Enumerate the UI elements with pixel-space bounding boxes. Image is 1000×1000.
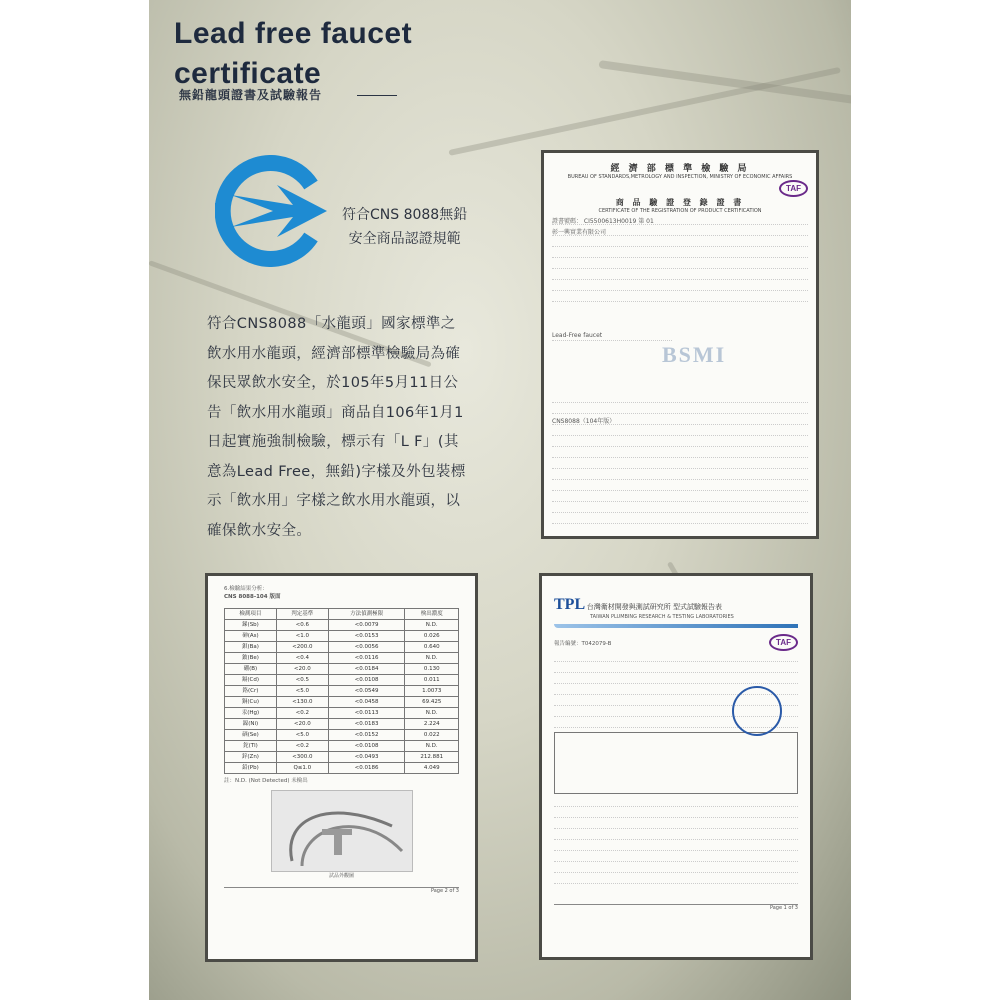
page-number: Page 2 of 3	[224, 887, 459, 894]
table-cell: N.D.	[405, 653, 459, 664]
taf-logo: TAF	[779, 180, 808, 197]
tpl-logo: TPL	[554, 596, 586, 613]
table-cell: 0.022	[405, 730, 459, 741]
table-cell: 鋅(Zn)	[225, 752, 277, 763]
table-row	[225, 675, 459, 686]
description-line: 示「飲水用」字樣之飲水用水龍頭，以	[207, 493, 461, 509]
table-cell: 4.049	[405, 763, 459, 774]
table-cell: <5.0	[276, 730, 328, 741]
table-cell: 銻(Sb)	[225, 620, 277, 631]
table-cell: <0.0184	[328, 664, 405, 675]
report-note: 註：N.D. (Not Detected) 未檢出	[224, 778, 308, 784]
table-cell: <20.0	[276, 719, 328, 730]
table-cell: 汞(Hg)	[225, 708, 277, 719]
lab-stamp	[732, 686, 782, 736]
table-row	[225, 752, 459, 763]
description-line: 意為Lead Free，無鉛)字樣及外包裝標	[207, 463, 466, 480]
table-cell: 検出濃度	[405, 609, 459, 620]
background-panel	[149, 0, 851, 1000]
table-cell: 鋇(Ba)	[225, 642, 277, 653]
table-row	[225, 708, 459, 719]
table-cell: <5.0	[276, 686, 328, 697]
table-row	[225, 697, 459, 708]
table-cell: <0.4	[276, 653, 328, 664]
table-cell: <0.0116	[328, 653, 405, 664]
table-header	[225, 609, 459, 620]
branch	[598, 60, 851, 104]
table-row	[225, 620, 459, 631]
table-cell: <0.0152	[328, 730, 405, 741]
header-bar	[554, 624, 798, 628]
logo-caption-line: 符合CNS 8088無鉛	[342, 207, 468, 223]
table-cell: <0.0493	[328, 752, 405, 763]
branch	[448, 67, 841, 156]
results-table	[224, 608, 459, 774]
table-cell: 鎘(Cd)	[225, 675, 277, 686]
description-line: 日起實施強制檢驗，標示有「L F」(其	[207, 434, 459, 450]
table-cell: <0.0458	[328, 697, 405, 708]
cert-company: 彰一興實業有限公司	[552, 227, 808, 236]
table-cell: 鉛(Pb)	[225, 763, 277, 774]
table-cell: <0.0056	[328, 642, 405, 653]
table-cell: <20.0	[276, 664, 328, 675]
table-cell: <0.2	[276, 708, 328, 719]
table-cell: N.D.	[405, 620, 459, 631]
description-line: 保民眾飲水安全，於105年5月11日公	[207, 375, 459, 391]
table-row	[225, 741, 459, 752]
table-row	[225, 631, 459, 642]
table-cell: 0.026	[405, 631, 459, 642]
test-result-report	[205, 573, 478, 962]
table-cell: 硼(B)	[225, 664, 277, 675]
cert-standard: CNS8088（104年版）	[552, 416, 808, 425]
faucet-hose-image	[272, 791, 412, 871]
table-row	[225, 719, 459, 730]
table-cell: 方法偵測極限	[328, 609, 405, 620]
table-cell: 0.640	[405, 642, 459, 653]
table-cell: <0.0549	[328, 686, 405, 697]
logo-caption-line: 安全商品認證規範	[348, 231, 461, 247]
table-row	[225, 686, 459, 697]
table-cell: 鎳(Ni)	[225, 719, 277, 730]
table-cell: <1.0	[276, 631, 328, 642]
table-cell: 212.881	[405, 752, 459, 763]
table-row	[225, 642, 459, 653]
table-cell: 硒(Se)	[225, 730, 277, 741]
table-cell: 鉈(Tl)	[225, 741, 277, 752]
table-cell: 銅(Cu)	[225, 697, 277, 708]
table-cell: <130.0	[276, 697, 328, 708]
table-row	[225, 763, 459, 774]
model-table	[554, 732, 798, 794]
cert-agency-en: BUREAU OF STANDARDS,METROLOGY AND INSPECTION, MINISTRY OF ECONOMIC AFFAIRS	[567, 174, 793, 180]
photo-caption: 試品外觀圖	[328, 873, 354, 879]
table-cell: <200.0	[276, 642, 328, 653]
table-cell: 0.011	[405, 675, 459, 686]
table-cell: 判定基準	[276, 609, 328, 620]
table-row	[225, 730, 459, 741]
report-heading: 6.檢驗結果分析：	[224, 586, 268, 592]
table-cell: N.D.	[405, 708, 459, 719]
report-number: 報告編號：T042079-B	[554, 640, 612, 647]
table-cell: <0.0108	[328, 675, 405, 686]
table-cell: 1.0073	[405, 686, 459, 697]
table-cell: <0.0108	[328, 741, 405, 752]
cert-agency: 經 濟 部 標 準 檢 驗 局	[610, 164, 750, 174]
description-line: 飲水用水龍頭，經濟部標準檢驗局為確	[207, 345, 461, 362]
table-cell: Q≤1.0	[276, 763, 328, 774]
taf-logo: TAF	[769, 634, 798, 651]
subtitle: 無鉛龍頭證書及試驗報告	[179, 88, 323, 102]
cert-title: 商 品 驗 證 登 錄 證 書	[615, 198, 745, 207]
cns-certification-logo-icon	[215, 155, 327, 267]
title-line-1: Lead free faucet	[174, 17, 413, 50]
table-cell: 2.224	[405, 719, 459, 730]
report-org-en: TAIWAN PLUMBING RESEARCH & TESTING LABORATORIES	[590, 614, 734, 620]
tpl-test-report	[539, 573, 813, 960]
bsmi-certificate	[541, 150, 819, 539]
table-cell: 檢測項目	[225, 609, 277, 620]
table-cell: <0.2	[276, 741, 328, 752]
cert-number: 證書號碼： CI5500613H0019 第 01	[552, 216, 808, 225]
report-org: 台灣衛材開發與測試研究所 型式試驗報告表	[586, 603, 722, 611]
description-line: 告「飲水用水龍頭」商品自106年1月1	[207, 404, 464, 421]
table-cell: <0.0183	[328, 719, 405, 730]
description-line: 確保飲水安全。	[207, 522, 312, 539]
table-cell: <300.0	[276, 752, 328, 763]
description-text	[207, 310, 477, 546]
table-cell: 0.130	[405, 664, 459, 675]
table-row	[225, 653, 459, 664]
table-cell: <0.0186	[328, 763, 405, 774]
table-cell: <0.0113	[328, 708, 405, 719]
page-title	[174, 14, 412, 94]
logo-caption	[342, 203, 467, 251]
divider	[357, 95, 397, 96]
table-cell: 砷(As)	[225, 631, 277, 642]
description-line: 符合CNS8088「水龍頭」國家標準之	[207, 316, 456, 332]
table-cell: 69.425	[405, 697, 459, 708]
bsmi-watermark: BSMI	[662, 342, 727, 367]
title-line-2: certificate	[174, 57, 322, 90]
faucet-photo	[271, 790, 413, 872]
table-cell: 鉻(Cr)	[225, 686, 277, 697]
report-standard: CNS 8088-104 版面	[224, 594, 281, 600]
table-cell: <0.6	[276, 620, 328, 631]
table-cell: <0.0079	[328, 620, 405, 631]
cert-title-en: CERTIFICATE OF THE REGISTRATION OF PRODUCT CERTIFICATION	[598, 208, 762, 214]
table-cell: 鈹(Be)	[225, 653, 277, 664]
table-cell: <0.5	[276, 675, 328, 686]
cert-product: Lead-Free faucet	[552, 332, 672, 341]
table-cell: N.D.	[405, 741, 459, 752]
table-cell: <0.0153	[328, 631, 405, 642]
table-row	[225, 664, 459, 675]
page-number: Page 1 of 3	[554, 904, 798, 911]
